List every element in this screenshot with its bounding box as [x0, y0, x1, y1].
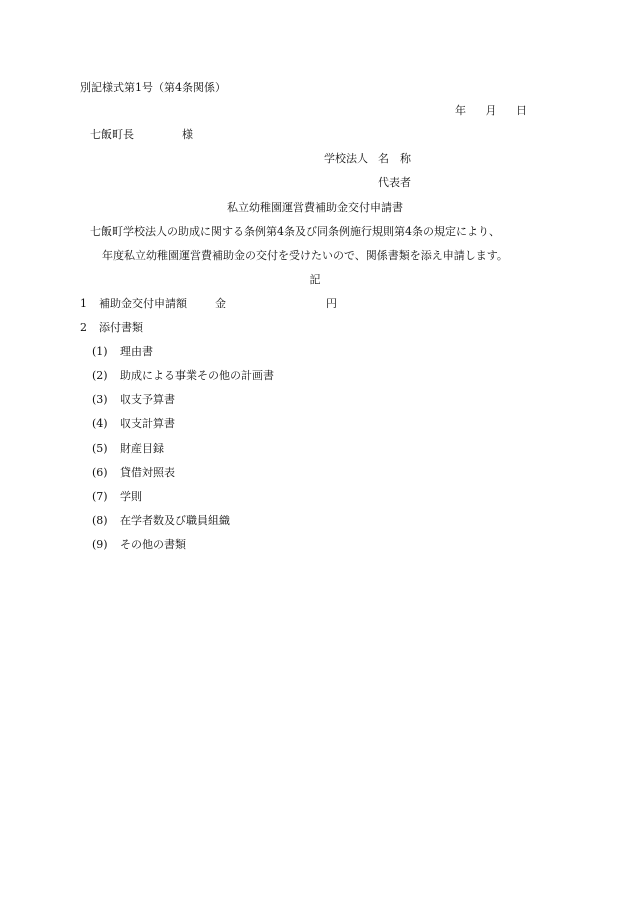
attachment-label: 貸借対照表 — [120, 466, 175, 479]
attachment-item — [92, 394, 175, 405]
date-line: 年 月 日 — [455, 104, 527, 117]
item-1-application-amount — [80, 298, 337, 309]
attachment-item — [92, 418, 175, 429]
attachment-item — [92, 467, 175, 478]
attachment-number: (8) — [92, 514, 108, 527]
item-1-label: 補助金交付申請額 — [99, 297, 187, 310]
ki-heading: 記 — [309, 273, 321, 286]
attachment-item — [92, 491, 142, 502]
attachment-label: 在学者数及び職員組織 — [120, 514, 230, 527]
attachment-number: (7) — [92, 490, 108, 503]
attachment-label: その他の書類 — [120, 538, 186, 551]
attachment-number: (1) — [92, 345, 108, 358]
representative-label: 代表者 — [378, 176, 411, 189]
body-text-line-2: 年度私立幼稚園運営費補助金の交付を受けたいので、関係書類を添え申請します。 — [102, 249, 508, 262]
addressee-honorific: 様 — [182, 128, 193, 141]
applicant-line — [324, 153, 411, 164]
item-1-kin: 金 — [215, 297, 226, 310]
attachment-number: (3) — [92, 393, 108, 406]
attachment-label: 学則 — [120, 490, 142, 503]
attachment-item — [92, 370, 274, 381]
attachment-item — [92, 515, 230, 526]
form-label: 別記様式第1号（第4条関係） — [80, 81, 226, 94]
attachment-label: 理由書 — [120, 345, 153, 358]
applicant-name-label: 名 称 — [378, 152, 411, 165]
attachment-item — [92, 539, 186, 550]
attachment-label: 収支計算書 — [120, 417, 175, 430]
attachment-number: (9) — [92, 538, 108, 551]
body-text-line-1: 七飯町学校法人の助成に関する条例第4条及び同条例施行規則第4条の規定により、 — [90, 225, 500, 238]
attachment-label: 助成による事業その他の計画書 — [120, 369, 274, 382]
applicant-prefix: 学校法人 — [324, 152, 368, 165]
attachment-label: 収支予算書 — [120, 393, 175, 406]
attachment-label: 財産目録 — [120, 442, 164, 455]
attachment-item — [92, 346, 153, 357]
addressee-name: 七飯町長 — [90, 128, 134, 141]
item-2-number: 2 — [80, 321, 87, 334]
attachment-number: (2) — [92, 369, 108, 382]
item-1-number: 1 — [80, 297, 87, 310]
attachment-item — [92, 443, 164, 454]
item-2-attachments — [80, 322, 143, 333]
attachment-number: (4) — [92, 417, 108, 430]
attachment-number: (5) — [92, 442, 108, 455]
attachment-number: (6) — [92, 466, 108, 479]
item-1-yen: 円 — [326, 297, 337, 310]
item-2-label: 添付書類 — [99, 321, 143, 334]
document-title: 私立幼稚園運営費補助金交付申請書 — [227, 201, 403, 214]
addressee — [90, 129, 193, 140]
